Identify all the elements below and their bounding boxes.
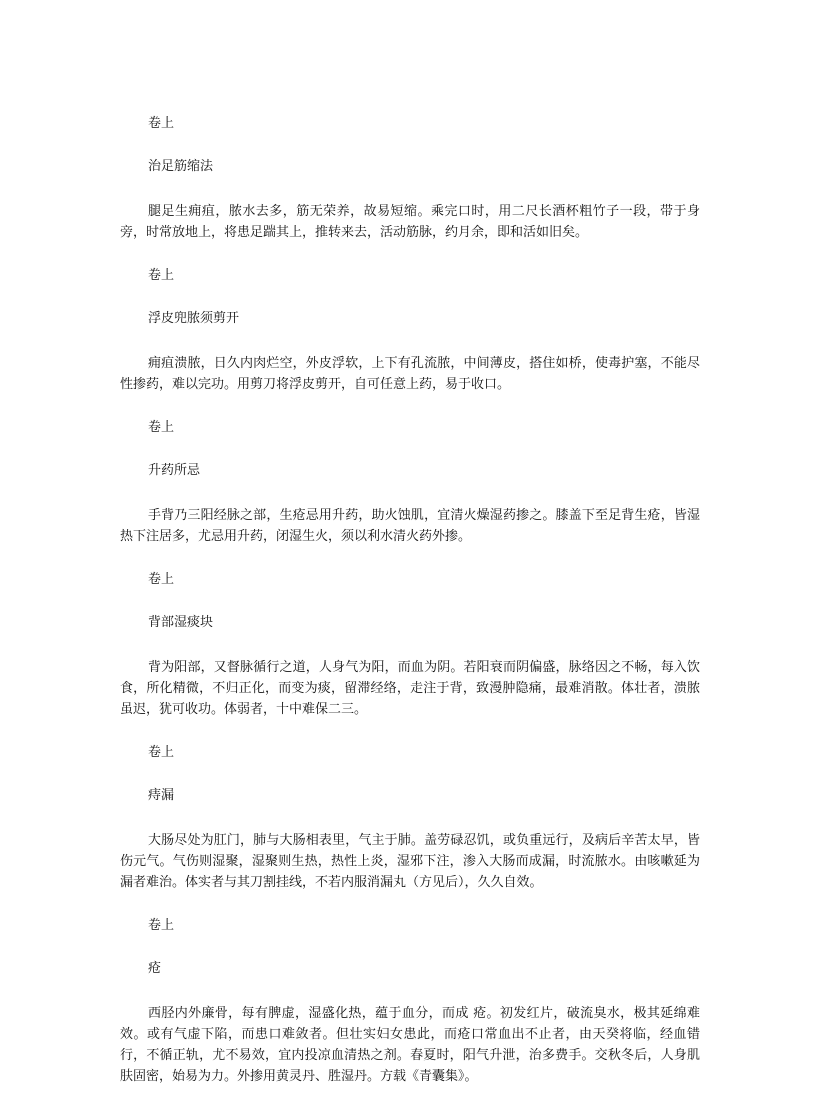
section-body: 痈疽溃脓，日久内肉烂空，外皮浮软，上下有孔流脓，中间薄皮，搭住如桥，使毒护塞，不能尽性掺药，难以完功。用剪刀将浮皮剪开，自可任意上药，易于收口。 bbox=[120, 356, 700, 392]
section-title: 浮皮兜脓须剪开 bbox=[148, 311, 240, 326]
section-body: 大肠尽处为肛门，肺与大肠相表里，气主于肺。盖劳碌忍饥，或负重远行，及病后辛苦太早，皆伤元气。气伤则湿聚，湿聚则生热，热性上炎，湿邪下注，渗入大肠而成漏，时流脓水。由咳嗽延为漏者难治。体实者与其刀割挂线，不若内服消漏丸（方见后），久久自效。 bbox=[120, 833, 700, 890]
section-body: 西胫内外廉骨，每有脾虚，湿盛化热，蕴于血分，而成 疮。初发红片，破流臭水，极其延绵难效。或有气虚下陷，而患口难敛者。但壮实妇女患此，而疮口常血出不止者，由天癸将临，经血错行，不循正轨，尤不易效，宜内投凉血清热之剂。春夏时，阳气升泄，治多费手。交秋冬后，人身肌肤固密，始易为力。外掺用黄灵丹、胜湿丹。方载《青囊集》。 bbox=[120, 1006, 700, 1084]
section-body: 手背乃三阳经脉之部，生疮忌用升药，助火蚀肌，宜清火燥湿药掺之。膝盖下至足背生疮，皆湿热下注居多，尤忌用升药，闭湿生火，须以利水清火药外掺。 bbox=[120, 508, 700, 544]
section-title: 背部湿痰块 bbox=[148, 615, 214, 630]
volume-label: 卷上 bbox=[148, 116, 175, 131]
section-anal-fistula bbox=[120, 743, 700, 893]
section-floating-skin bbox=[120, 266, 700, 395]
section-foot-tendon bbox=[120, 114, 700, 243]
volume-label: 卷上 bbox=[148, 572, 175, 587]
volume-label: 卷上 bbox=[148, 268, 175, 283]
volume-label: 卷上 bbox=[148, 745, 175, 760]
section-body: 背为阳部，又督脉循行之道，人身气为阳，而血为阴。若阳衰而阴偏盛，脉络因之不畅，每入饮食，所化精微，不归正化，而变为痰，留滞经络，走注于背，致漫肿隐痛，最难消散。体壮者，溃脓虽迟，犹可收功。体弱者，十中难保二三。 bbox=[120, 660, 700, 717]
volume-label: 卷上 bbox=[148, 420, 175, 435]
section-body: 腿足生痈疽，脓水去多，筋无荣养，故易短缩。乘完口时，用二尺长酒杯粗竹子一段，带于身旁，时常放地上，将患足踹其上，推转来去，活动筋脉，约月余，即和活如旧矣。 bbox=[120, 204, 700, 240]
document-page bbox=[120, 114, 700, 1110]
section-title: 治足筋缩法 bbox=[148, 159, 214, 174]
volume-label: 卷上 bbox=[148, 918, 175, 933]
section-sores bbox=[120, 916, 700, 1087]
section-title: 痔漏 bbox=[148, 788, 175, 803]
section-sheng-yao bbox=[120, 418, 700, 547]
section-title: 升药所忌 bbox=[148, 463, 201, 478]
section-back-phlegm bbox=[120, 570, 700, 720]
section-title: 疮 bbox=[148, 961, 162, 976]
